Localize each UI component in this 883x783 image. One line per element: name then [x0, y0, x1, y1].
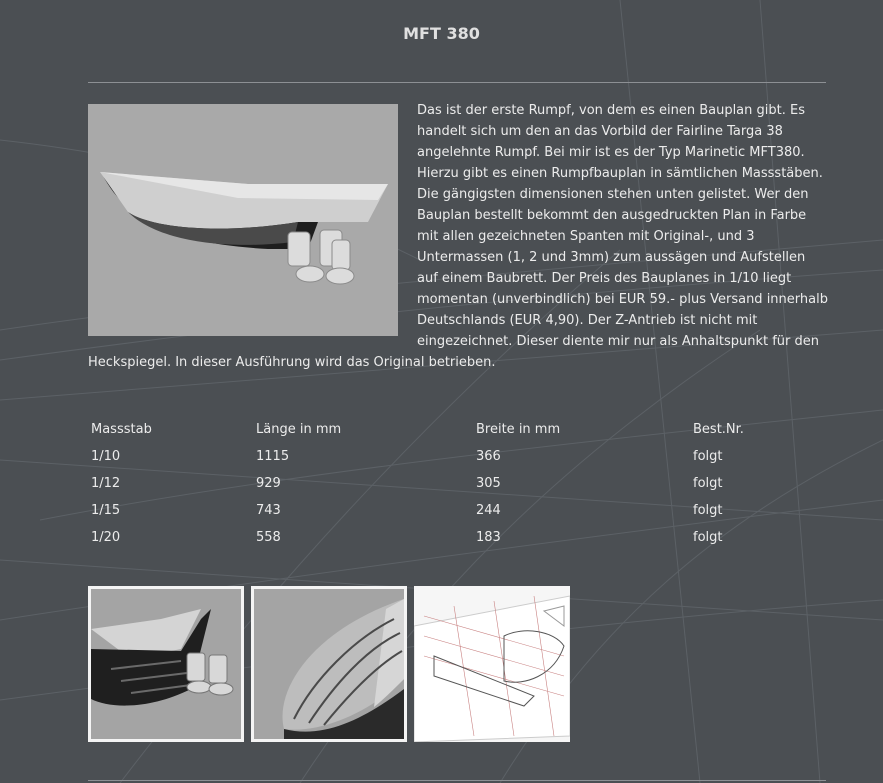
cell-laenge: 743: [256, 503, 281, 518]
thumbnail-hull-bottom[interactable]: [251, 586, 407, 742]
cell-laenge: 1115: [256, 449, 290, 464]
specs-header-row: [88, 422, 788, 449]
header-massstab: Massstab: [91, 422, 152, 437]
table-row: [88, 476, 788, 503]
cell-massstab: 1/10: [91, 449, 121, 464]
thumbnail-stern-drive[interactable]: [88, 586, 244, 742]
cell-laenge: 929: [256, 476, 281, 491]
table-row: [88, 503, 788, 530]
header-breite: Breite in mm: [476, 422, 561, 437]
cell-bestnr: folgt: [693, 503, 723, 518]
thumbnail-plan-drawing[interactable]: [414, 586, 570, 742]
cell-bestnr: folgt: [693, 530, 723, 545]
description-text: [88, 100, 830, 373]
cell-bestnr: folgt: [693, 449, 723, 464]
description-paragraph: Das ist der erste Rumpf, von dem es einen Bauplan gibt. Es handelt sich um den an das Vorbild der Fairline Targa 38 angelehnte Rumpf. Bei mir ist es der Typ Marinetic MFT380. Hierzu gibt es einen Rumpfbauplan in sämtlichen Massstäben. Die gängigsten dimensionen stehen unten gelistet. Wer den Bauplan bestellt bekommt den ausgedruckten Plan in Farbe mit allen gezeichneten Spanten mit Original-, und 3 Untermassen (1, 2 und 3mm) zum aussägen und Aufstellen auf einem Baubrett. Der Preis des Bauplanes in 1/10 liegt momentan (unverbindlich) bei EUR 59.- plus Versand innerhalb Deutschlands (EUR 4,90). Der Z-Antrieb ist nicht mit eingezeichnet. Dieser diente mir nur als Anhaltspunkt für den Heckspiegel. In dieser Ausführung wird das Original betrieben.: [88, 103, 828, 370]
cell-bestnr: folgt: [693, 476, 723, 491]
cell-massstab: 1/12: [91, 476, 121, 491]
header-bestnr: Best.Nr.: [693, 422, 744, 437]
cell-laenge: 558: [256, 530, 281, 545]
divider-top: [88, 82, 826, 83]
table-row: [88, 449, 788, 476]
cell-massstab: 1/15: [91, 503, 121, 518]
page-title: MFT 380: [403, 24, 480, 43]
table-row: [88, 530, 788, 557]
cell-breite: 183: [476, 530, 501, 545]
divider-bottom: [88, 780, 826, 781]
specs-table: [88, 422, 788, 557]
cell-breite: 305: [476, 476, 501, 491]
cell-breite: 244: [476, 503, 501, 518]
cell-massstab: 1/20: [91, 530, 121, 545]
cell-breite: 366: [476, 449, 501, 464]
header-laenge: Länge in mm: [256, 422, 342, 437]
